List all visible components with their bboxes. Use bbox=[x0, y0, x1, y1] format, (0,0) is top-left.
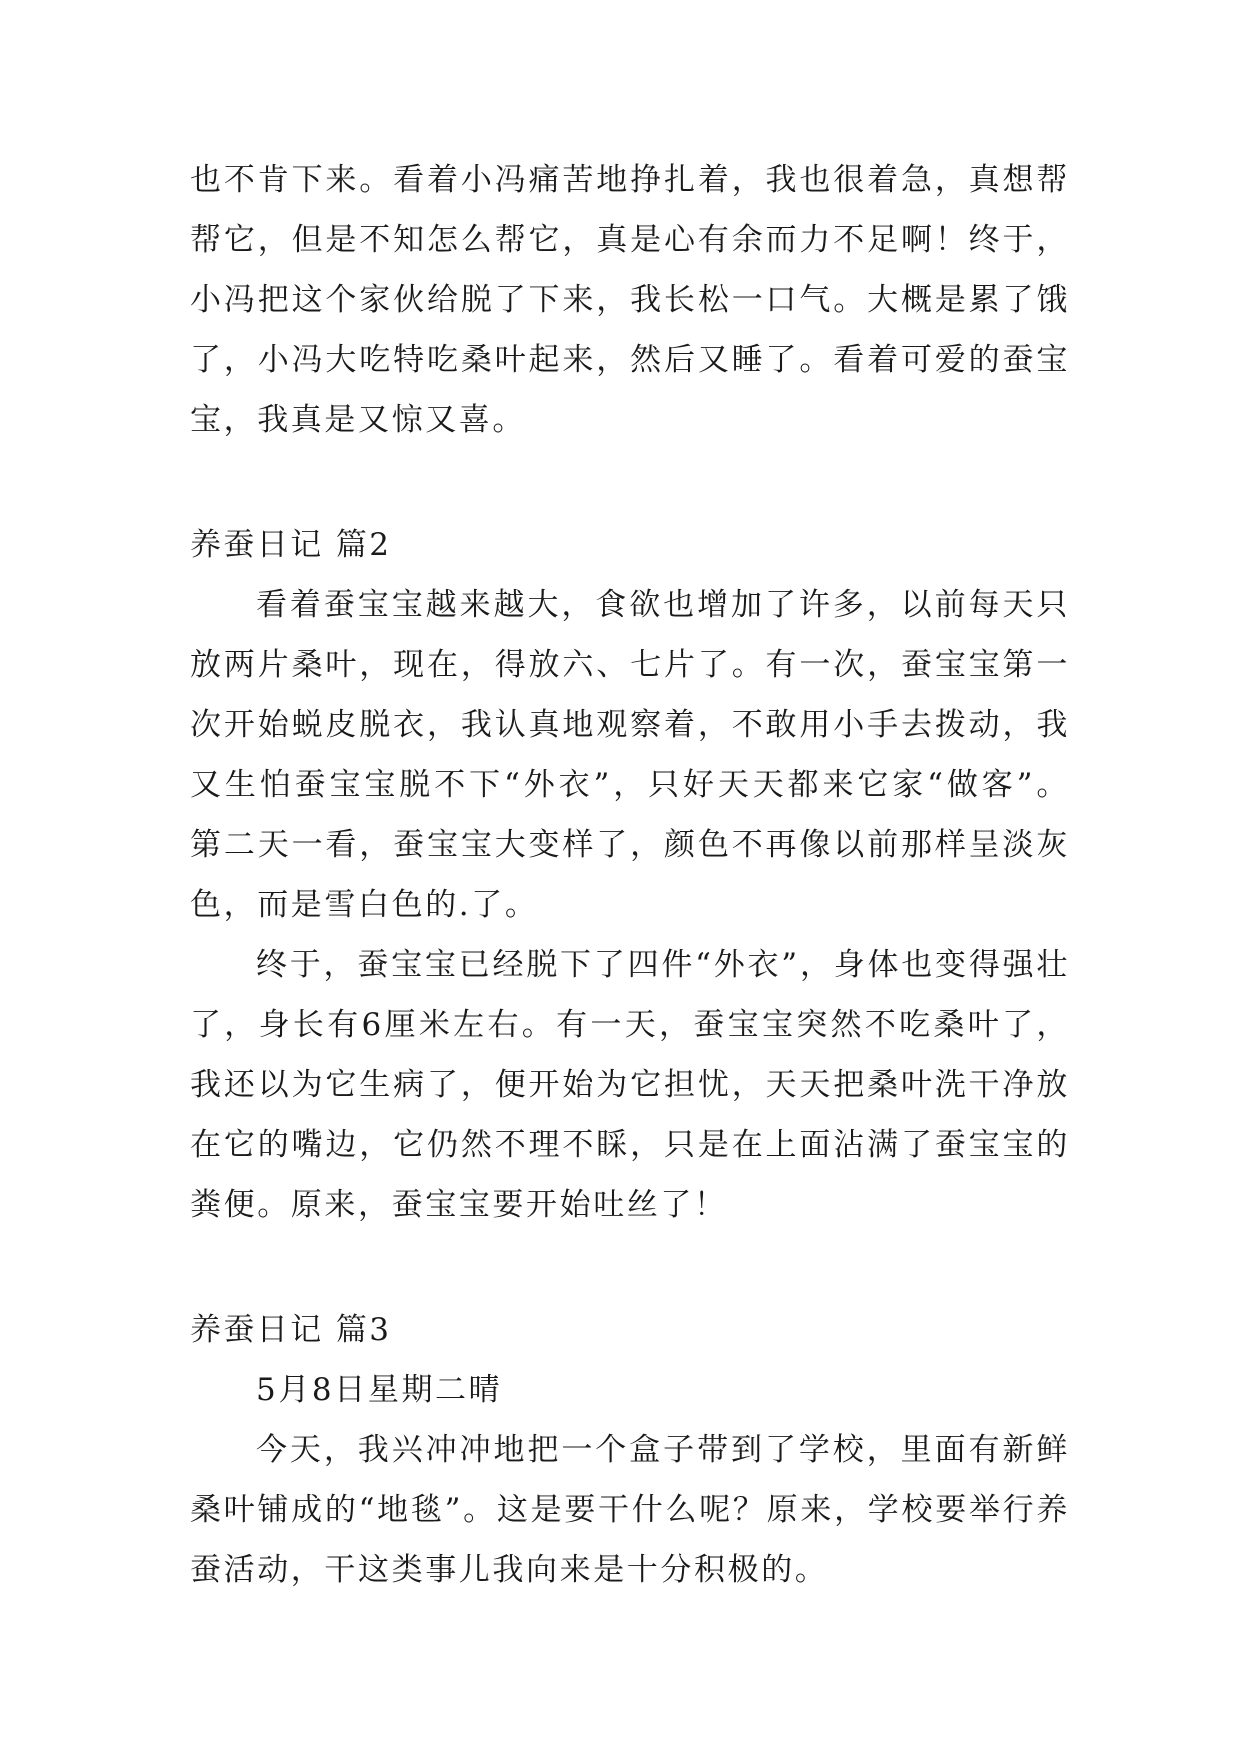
section-2-paragraph-1: 看着蚕宝宝越来越大，食欲也增加了许多，以前每天只放两片桑叶，现在，得放六、七片了。有一次，蚕宝宝第一次开始蜕皮脱衣，我认真地观察着，不敢用小手去拨动，我又生怕蚕宝宝脱不下“外衣”，只好天天都来它家“做客”。第二天一看，蚕宝宝大变样了，颜色不再像以前那样呈淡灰色，而是雪白色的.了。 bbox=[190, 587, 1070, 923]
section-2-paragraph-2: 终于，蚕宝宝已经脱下了四件“外衣”，身体也变得强壮了，身长有6厘米左右。有一天，蚕宝宝突然不吃桑叶了，我还以为它生病了，便开始为它担忧，天天把桑叶洗干净放在它的嘴边，它仍然不理不睬，只是在上面沾满了蚕宝宝的粪便。原来，蚕宝宝要开始吐丝了！ bbox=[190, 947, 1070, 1223]
section-3-paragraph-1: 今天，我兴冲冲地把一个盒子带到了学校，里面有新鲜桑叶铺成的“地毯”。这是要干什么呢？原来，学校要举行养蚕活动，干这类事儿我向来是十分积极的。 bbox=[190, 1432, 1070, 1588]
section-heading-2: 养蚕日记 篇2 bbox=[190, 527, 392, 563]
document-body bbox=[190, 150, 1070, 1600]
section-3-date-line: 5月8日星期二晴 bbox=[256, 1372, 503, 1408]
intro-paragraph: 也不肯下来。看着小冯痛苦地挣扎着，我也很着急，真想帮帮它，但是不知怎么帮它，真是心有余而力不足啊！终于，小冯把这个家伙给脱了下来，我长松一口气。大概是累了饿了，小冯大吃特吃桑叶起来，然后又睡了。看着可爱的蚕宝宝，我真是又惊又喜。 bbox=[190, 162, 1070, 438]
section-heading-3: 养蚕日记 篇3 bbox=[190, 1312, 392, 1348]
